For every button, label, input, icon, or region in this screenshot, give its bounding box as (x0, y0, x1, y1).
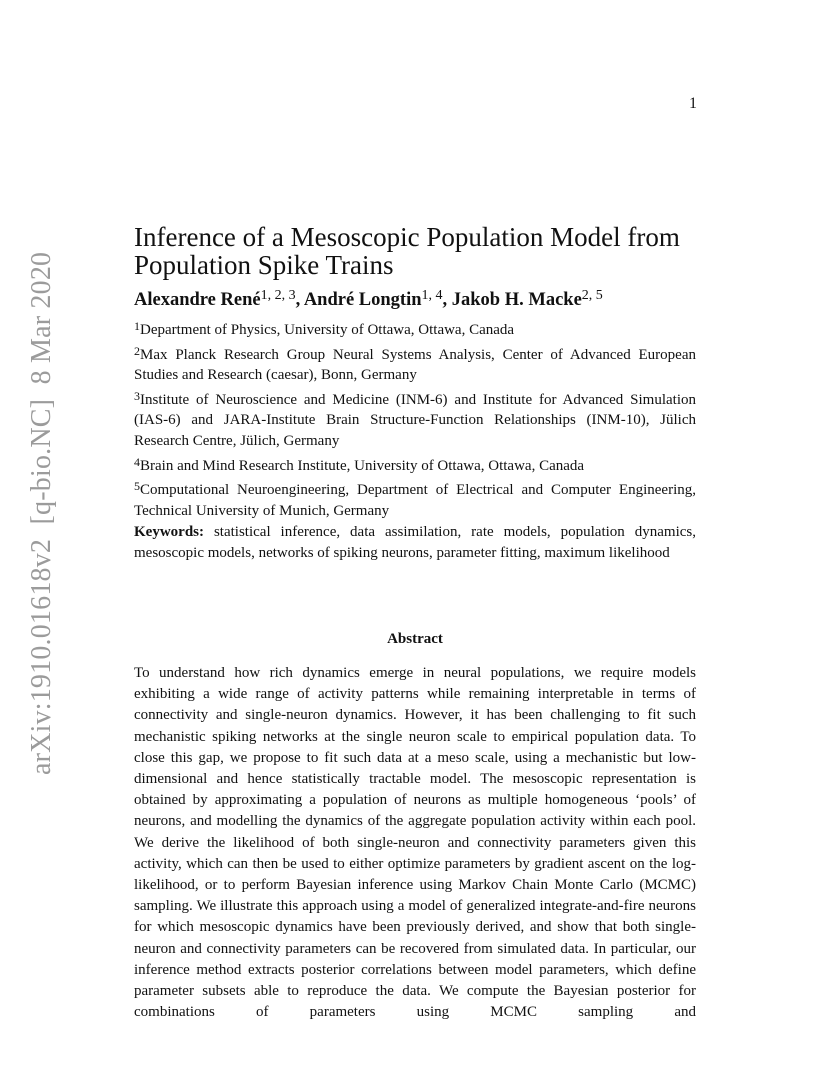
affiliation-number: 3 (134, 388, 140, 403)
affiliation-text: Computational Neuroengineering, Department of Electrical and Computer Engineering, Technical University of Munich, Germany (134, 482, 696, 519)
affiliation-number: 5 (134, 479, 140, 494)
affiliation-number: 2 (134, 343, 140, 358)
author-affiliation-marks: 1, 2, 3 (260, 288, 296, 303)
keywords-label: Keywords: (134, 524, 204, 540)
affiliation (134, 452, 696, 477)
keywords-section (134, 522, 696, 563)
abstract-heading: Abstract (387, 631, 443, 647)
affiliation (134, 316, 696, 341)
arxiv-identifier-stamp[interactable]: arXiv:1910.01618v2 [q-bio.NC] 8 Mar 2020 (26, 251, 57, 775)
author-affiliation-marks: 1, 4 (421, 288, 443, 303)
affiliation-number: 4 (134, 454, 140, 469)
paper-title: Inference of a Mesoscopic Population Model from Population Spike Trains (134, 222, 680, 280)
affiliation-text: Brain and Mind Research Institute, University of Ottawa, Ottawa, Canada (140, 457, 585, 474)
affiliation-number: 1 (134, 319, 140, 333)
affiliation-text: Max Planck Research Group Neural Systems Analysis, Center of Advanced European Studies and Research (caesar), Bonn, Germany (134, 346, 696, 384)
author-name: André Longtin (303, 290, 422, 310)
author-list (134, 288, 603, 311)
affiliation-list (134, 316, 696, 521)
page-number: 1 (689, 95, 697, 112)
keywords-text: statistical inference, data assimilation, rate models, population dynamics, mesoscopic models, networks of spiking neurons, parameter fitting, maximum likelihood (134, 524, 696, 561)
author-separator: , (442, 290, 452, 310)
abstract-text: To understand how rich dynamics emerge in neural populations, we require models exhibiting a wide range of activity patterns while remaining interpretable in terms of connectivity and single-neuron dynamics. However, it has been challenging to fit such mechanistic spiking networks at the single neuron scale to empirical population data. To close this gap, we propose to fit such data at a meso scale, using a mechanistic but low-dimensional and hence statistically tractable model. The mesoscopic representation is obtained by approximating a population of neurons as multiple homogeneous ‘pools’ of neurons, and modelling the dynamics of the aggregate population activity within each pool. We derive the likelihood of both single-neuron and connectivity parameters given this activity, which can then be used to either optimize parameters by gradient ascent on the log-likelihood, or to perform Bayesian inference using Markov Chain Monte Carlo (MCMC) sampling. We illustrate this approach using a model of generalized integrate-and-fire neurons for which mesoscopic dynamics have been previously derived, and show that both single-neuron and connectivity parameters can be recovered from simulated data. In particular, our inference method extracts posterior correlations between model parameters, which define parameter subsets able to reproduce the data. We compute the Bayesian posterior for combinations of parameters using MCMC sampling and (134, 665, 696, 1021)
affiliation-text: Institute of Neuroscience and Medicine (INM-6) and Institute for Advanced Simulation (IAS-6) and JARA-Institute Brain Structure-Function Relationships (INM-10), Jülich Research Centre, Jülich, Germany (134, 391, 696, 449)
author-name: Alexandre René (134, 290, 261, 310)
affiliation (134, 476, 696, 521)
affiliation-text: Department of Physics, University of Ottawa, Ottawa, Canada (140, 322, 515, 338)
affiliation (134, 386, 696, 452)
author-separator: , (295, 290, 304, 310)
author-affiliation-marks: 2, 5 (581, 288, 603, 303)
affiliation (134, 341, 696, 386)
author-name: Jakob H. Macke (451, 290, 582, 310)
